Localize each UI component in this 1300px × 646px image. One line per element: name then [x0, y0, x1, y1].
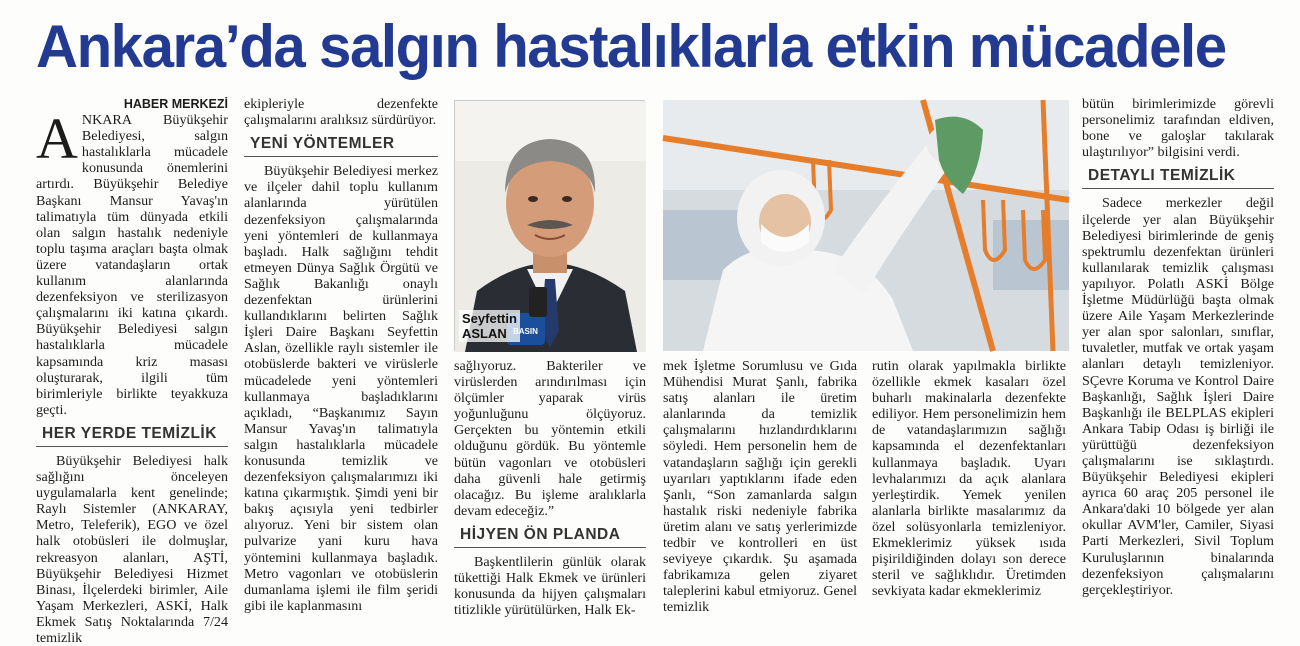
body-text: bütün birimlerimizde görevli personelimiz tarafından eldiven, bone ve galoşlar takılarak ulaştırılıyor” bilgisini verdi.: [1082, 96, 1274, 161]
column-2: [244, 96, 438, 616]
disinfection-photo: [663, 100, 1069, 351]
subhead-yeni-yontemler: YENİ YÖNTEMLER: [244, 130, 438, 157]
portrait-photo: [454, 100, 645, 351]
body-text: Başkentlilerin günlük olarak tükettiği Halk Ekmek ve ürünleri konusunda da hijyen çalışmaları titizlikle yürütülürken, Halk Ek-: [454, 554, 646, 619]
lead-paragraph: [36, 106, 228, 418]
byline: HABER MERKEZİ: [123, 97, 228, 111]
column-4: [663, 358, 857, 616]
column-3: [454, 358, 646, 619]
caption-last-name: ASLAN: [462, 326, 507, 341]
headline: Ankara’da salgın hastalıklarla etkin mücadele: [36, 13, 1226, 80]
body-text: Sadece merkezler değil ilçelerde yer alan Büyükşehir Belediyesi birimlerinde de geniş spektrumlu dezenfektan ürünleri kullanılarak temizlik çalışması yapılıyor. Polatlı ASKİ Bölge İşletme Müdürlüğü başta olmak üzere Aile Yaşam Merkezlerinde yer alan spor salonları, sınıflar, tuvaletler, mutfak ve ortak yaşam alanları detaylı temizleniyor. SÇevre Koruma ve Kontrol Daire Başkanlığı, Sağlık İşleri Daire Başkanlığı ile BELPLAS ekipleri Ankara Tabip Odası iş birliği ile yürüttüğü dezenfeksiyon çalışmalarını ise sıklaştırdı. Büyükşehir Belediyesi ekipleri ayrıca 60 araç 205 personel ile Ankara'daki 10 bölgede yer alan okullar AVM'ler, Camiler, Siyasi Parti Merkezleri, Sivil Toplum Kuruluşlarının binalarında dezenfeksiyon çalışmalarını gerçekleştiriyor.: [1082, 195, 1274, 598]
mic-badge: BASIN: [513, 327, 538, 336]
column-6: [1082, 96, 1274, 616]
lead-text: NKARA Büyükşehir Belediyesi, salgın hastalıklarla mücadele konusunda önemlerini artırdı. Büyükşehir Belediye Başkanı Mansur Yavaş'ın talimatıyla tüm dünyada etkili olan salgın hastalık nedeniyle toplu taşıma araçları başta olmak üzere vatandaşların ortak kullanım alanlarında dezenfeksiyon ve sterilizasyon çalışmalarını iki katına çıkardı. Büyükşehir Belediyesi salgın hastalıklarla mücadele kapsamında kriz masası oluşturarak, ilgili tüm birimleriyle birlikte teyakkuza geçti.: [36, 112, 228, 418]
body-text: sağlıyoruz. Bakteriler ve virüslerden arındırılması için ölçümler yaparak virüs yoğunluğunu ölçüyoruz. Gerçekten bu yöntemin etkili olduğunu gördük. Bu yöntemle bütün vagonları ve otobüsleri daha güvenli hale getirmiş olacağız. Bu işleme aralıklarla devam edeceğiz.”: [454, 358, 646, 519]
portrait-caption: [459, 310, 520, 342]
body-text: rutin olarak yapılmakla birlikte özellikle ekmek kasaları özel buharlı makinalarla dezenfekte ediliyor. Hem personelimizin hem de vatandaşlarımızın sağlığı kapsamında el dezenfektanları kullanmaya başladık. Uyarı levhalarımızı da açık alanlara yerleştirdik. Yemek yenilen alanlarla birlikte masalarımız da özel solüsyonlarla temizleniyor. Ekmeklerimiz yüksek ısıda pişirildiğinden dolayı son derece steril ve sağlıklıdır. Üretimden sevkiyata kadar ekmeklerimiz: [872, 358, 1066, 600]
column-1: [36, 96, 228, 646]
subhead-hijyen-on-planda: HİJYEN ÖN PLANDA: [454, 521, 646, 548]
body-text: Büyükşehir Belediyesi halk sağlığını önceleyen uygulamalarla kent genelinde; Raylı Sistemler (ANKARAY, Metro, Teleferik), EGO ve özel halk otobüsleri ile dolmuşlar, rekreasyon alanları, AŞTİ, Büyükşehir Belediyesi Hizmet Binası, İlçelerdeki birimler, Aile Yaşam Merkezleri, ASKİ, Halk Ekmek Satış Noktalarında 7/24 temizlik: [36, 452, 228, 646]
body-text: mek İşletme Sorumlusu ve Gıda Mühendisi Murat Şanlı, fabrika satış alanları ile üretim alanlarında da temizlik çalışmalarını hızlandırdıklarını söyledi. Hem personelin hem de vatandaşların sağlığı için gerekli uyarıları yaptıklarını ifade eden Şanlı, “Son zamanlarda salgın hastalık riski nedeniyle fabrika üretim alanı ve satış yerlerimizde tedbir ve kontrolleri en üst seviyeye çıkardık. Şu aşamada fabrikamıza gelen ziyaret taleplerini kabul etmiyoruz. Genel temizlik: [663, 358, 857, 616]
body-text: Büyükşehir Belediyesi merkez ve ilçeler dahil toplu kullanım alanlarında yürütülen dezenfeksiyon çalışmalarında yeni yöntemleri de kullanmaya başladı. Halk sağlığını tehdit etmeyen Dünya Sağlık Örgütü ve Sağlık Bakanlığı onaylı dezenfektan ürünlerini kullandıklarını belirten Sağlık İşleri Daire Başkanı Seyfettin Aslan, özellikle raylı sistemler ile otobüslerde bakteri ve virüslerle mücadelede yeni yöntemleri kullanmaya başladıklarını açıkladı, “Başkanımız Sayın Mansur Yavaş'ın talimatıyla salgın hastalıklarla mücadele konusunda temizlik ve dezenfeksiyon çalışmalarımızı iki katına çıkarmıştık. Şimdi yeni bir bakış açısıyla yeni tedbirler alıyoruz. Yeni bir sistem olan pulvarize yani kuru hava yöntemini kullanmaya başladık. Metro vagonları ve otobüslerin dumanlama işlemi ile film şeridi gibi ile kaplanmasını: [244, 163, 438, 614]
subhead-detayli-temizlik: DETAYLI TEMİZLİK: [1082, 162, 1274, 189]
body-text: ekipleriyle dezenfekte çalışmalarını aralıksız sürdürüyor.: [244, 96, 438, 129]
disinfection-illustration: [663, 100, 1069, 351]
column-5: [872, 358, 1066, 616]
drop-cap: A: [36, 106, 78, 172]
subhead-her-yerde-temizlik: HER YERDE TEMİZLİK: [36, 420, 228, 447]
caption-first-name: Seyfettin: [462, 311, 517, 326]
